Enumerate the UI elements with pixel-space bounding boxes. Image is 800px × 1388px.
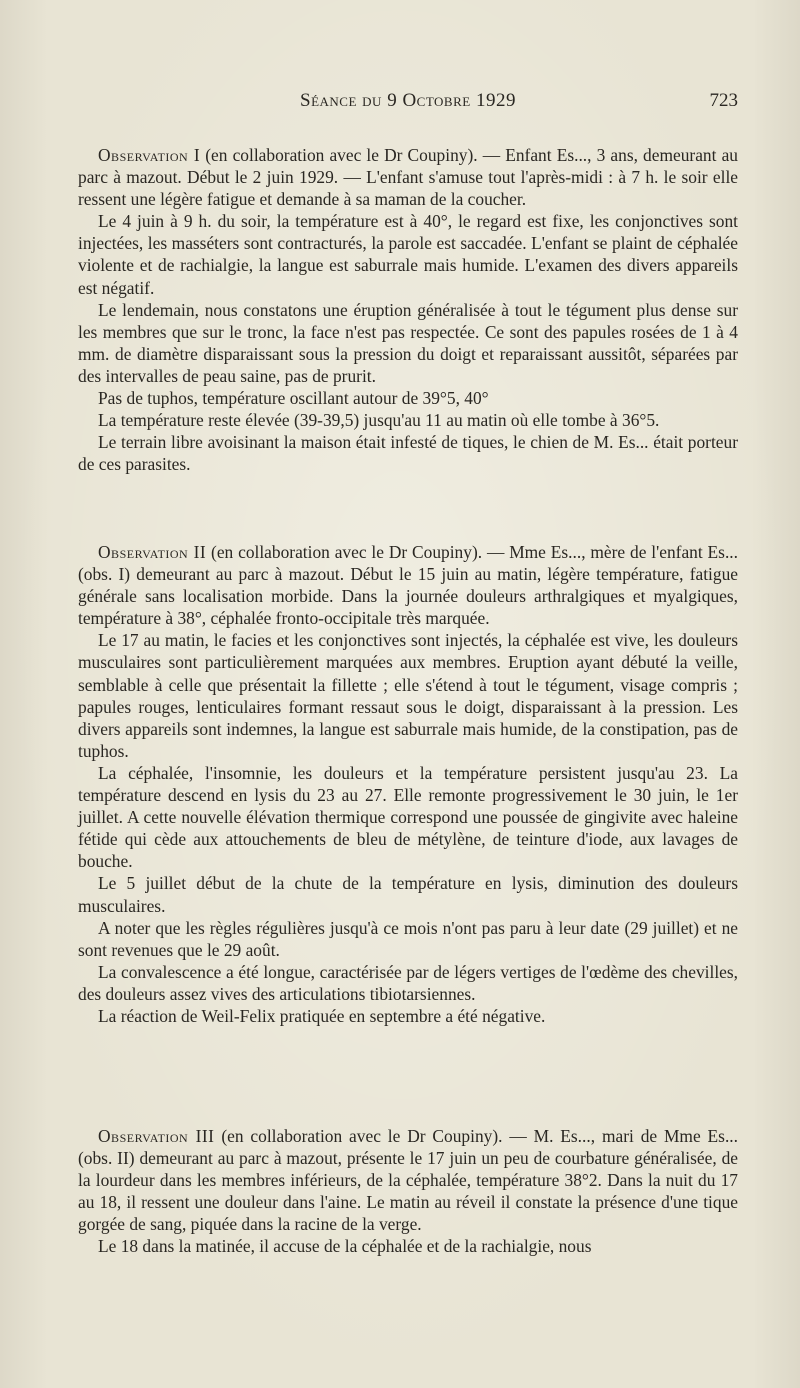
observation-3-lead: (en collaboration avec le Dr Coupiny). — M. Es..., mari de Mme Es... (obs. II) demeurant au parc à mazout, présente le 17 juin un peu de courbature généralisée, de la lourdeur dans les membres inférieurs, de la céphalée, température 38°2. Dans la nuit du 17 au 18, il ressent une douleur dans l'aine. Le matin au réveil il constate la présence d'une tique gorgée de sang, piquée dans la racine de la verge. [78,1126,738,1235]
observation-2-lead-paragraph [78,541,738,629]
observation-1-lead-paragraph [78,144,738,210]
observation-2-label: Observation II [98,542,207,562]
observation-2-paragraph: A noter que les règles régulières jusqu'à ce mois n'ont pas paru à leur date (29 juillet) et ne sont revenues que le 29 août. [78,917,738,960]
running-head [78,90,738,120]
observation-2-paragraph: Le 5 juillet début de la chute de la température en lysis, diminution des douleurs musculaires. [78,873,738,916]
observation-3-label: Observation III [98,1126,215,1146]
observation-3-lead-paragraph [78,1125,738,1235]
observation-2-lead: (en collaboration avec le Dr Coupiny). — Mme Es..., mère de l'enfant Es... (obs. I) demeurant au parc à mazout. Début le 15 juin au matin, légère température, fatigue générale sans localisation morbide. Dans la journée douleurs arthralgiques et myalgiques, température à 38°, céphalée fronto-occipitale très marquée. [78,542,738,629]
observation-1-lead: (en collaboration avec le Dr Coupiny). — Enfant Es..., 3 ans, demeurant au parc à mazout. Début le 2 juin 1929. — L'enfant s'amuse tout l'après-midi : à 7 h. le soir elle ressent une légère fatigue et demande à sa maman de la coucher. [78,145,738,210]
observation-1-paragraph: Le lendemain, nous constatons une éruption généralisée à tout le tégument plus dense sur les membres que sur le tronc, la face n'est pas respectée. Ce sont des papules rosées de 1 à 4 mm. de diamètre disparaissant sous la pression du doigt et reparaissant aussitôt, séparées par des intervalles de peau saine, pas de prurit. [78,299,738,386]
observation-1-paragraph: Le terrain libre avoisinant la maison était infesté de tiques, le chien de M. Es... était porteur de ces parasites. [78,432,738,475]
observation-1 [78,144,738,475]
observation-1-paragraph: Pas de tuphos, température oscillant autour de 39°5, 40° [98,388,489,409]
observation-3-paragraph: Le 18 dans la matinée, il accuse de la céphalée et de la rachialgie, nous [98,1236,592,1257]
observation-2-paragraph: Le 17 au matin, le facies et les conjonctives sont injectés, la céphalée est vive, les douleurs musculaires sont particulièrement marquées aux membres. Eruption ayant débuté la veille, semblable à celle que présentait la fillette ; elle s'étend à tout le tégument, visage compris ; papules rouges, lenticulaires formant ressaut sous le doigt, disparaissant à la pression. Les divers appareils sont indemnes, la langue est saburrale mais humide, de la constipation, pas de tuphos. [78,630,738,761]
observation-3 [78,1125,738,1258]
page-number: 723 [709,90,738,111]
observation-2-paragraph: La convalescence a été longue, caractérisée par de légers vertiges de l'œdème des chevilles, des douleurs assez vives des articulations tibiotarsiennes. [78,961,738,1004]
observation-2-paragraph: La réaction de Weil-Felix pratiquée en septembre a été négative. [98,1005,546,1026]
observation-2-paragraph: La céphalée, l'insomnie, les douleurs et la température persistent jusqu'au 23. La température descend en lysis du 23 au 27. Elle remonte progressivement le 30 juin, le 1er juillet. A cette nouvelle élévation thermique correspond une poussée de gingivite avec haleine fétide qui cède aux attouchements de bleu de métylène, de teinture d'iode, aux lavages de bouche. [78,762,738,872]
observation-1-paragraph: Le 4 juin à 9 h. du soir, la température est à 40°, le regard est fixe, les conjonctives sont injectées, les masséters sont contracturés, la parole est saccadée. L'enfant se plaint de céphalée violente et de rachialgie, la langue est saburrale mais humide. L'examen des divers appareils est négatif. [78,211,738,298]
observation-1-paragraph: La température reste élevée (39-39,5) jusqu'au 11 au matin où elle tombe à 36°5. [98,410,660,431]
observation-1-label: Observation I [98,145,201,165]
running-title: Séance du 9 Octobre 1929 [300,90,516,111]
observation-2 [78,541,738,1027]
